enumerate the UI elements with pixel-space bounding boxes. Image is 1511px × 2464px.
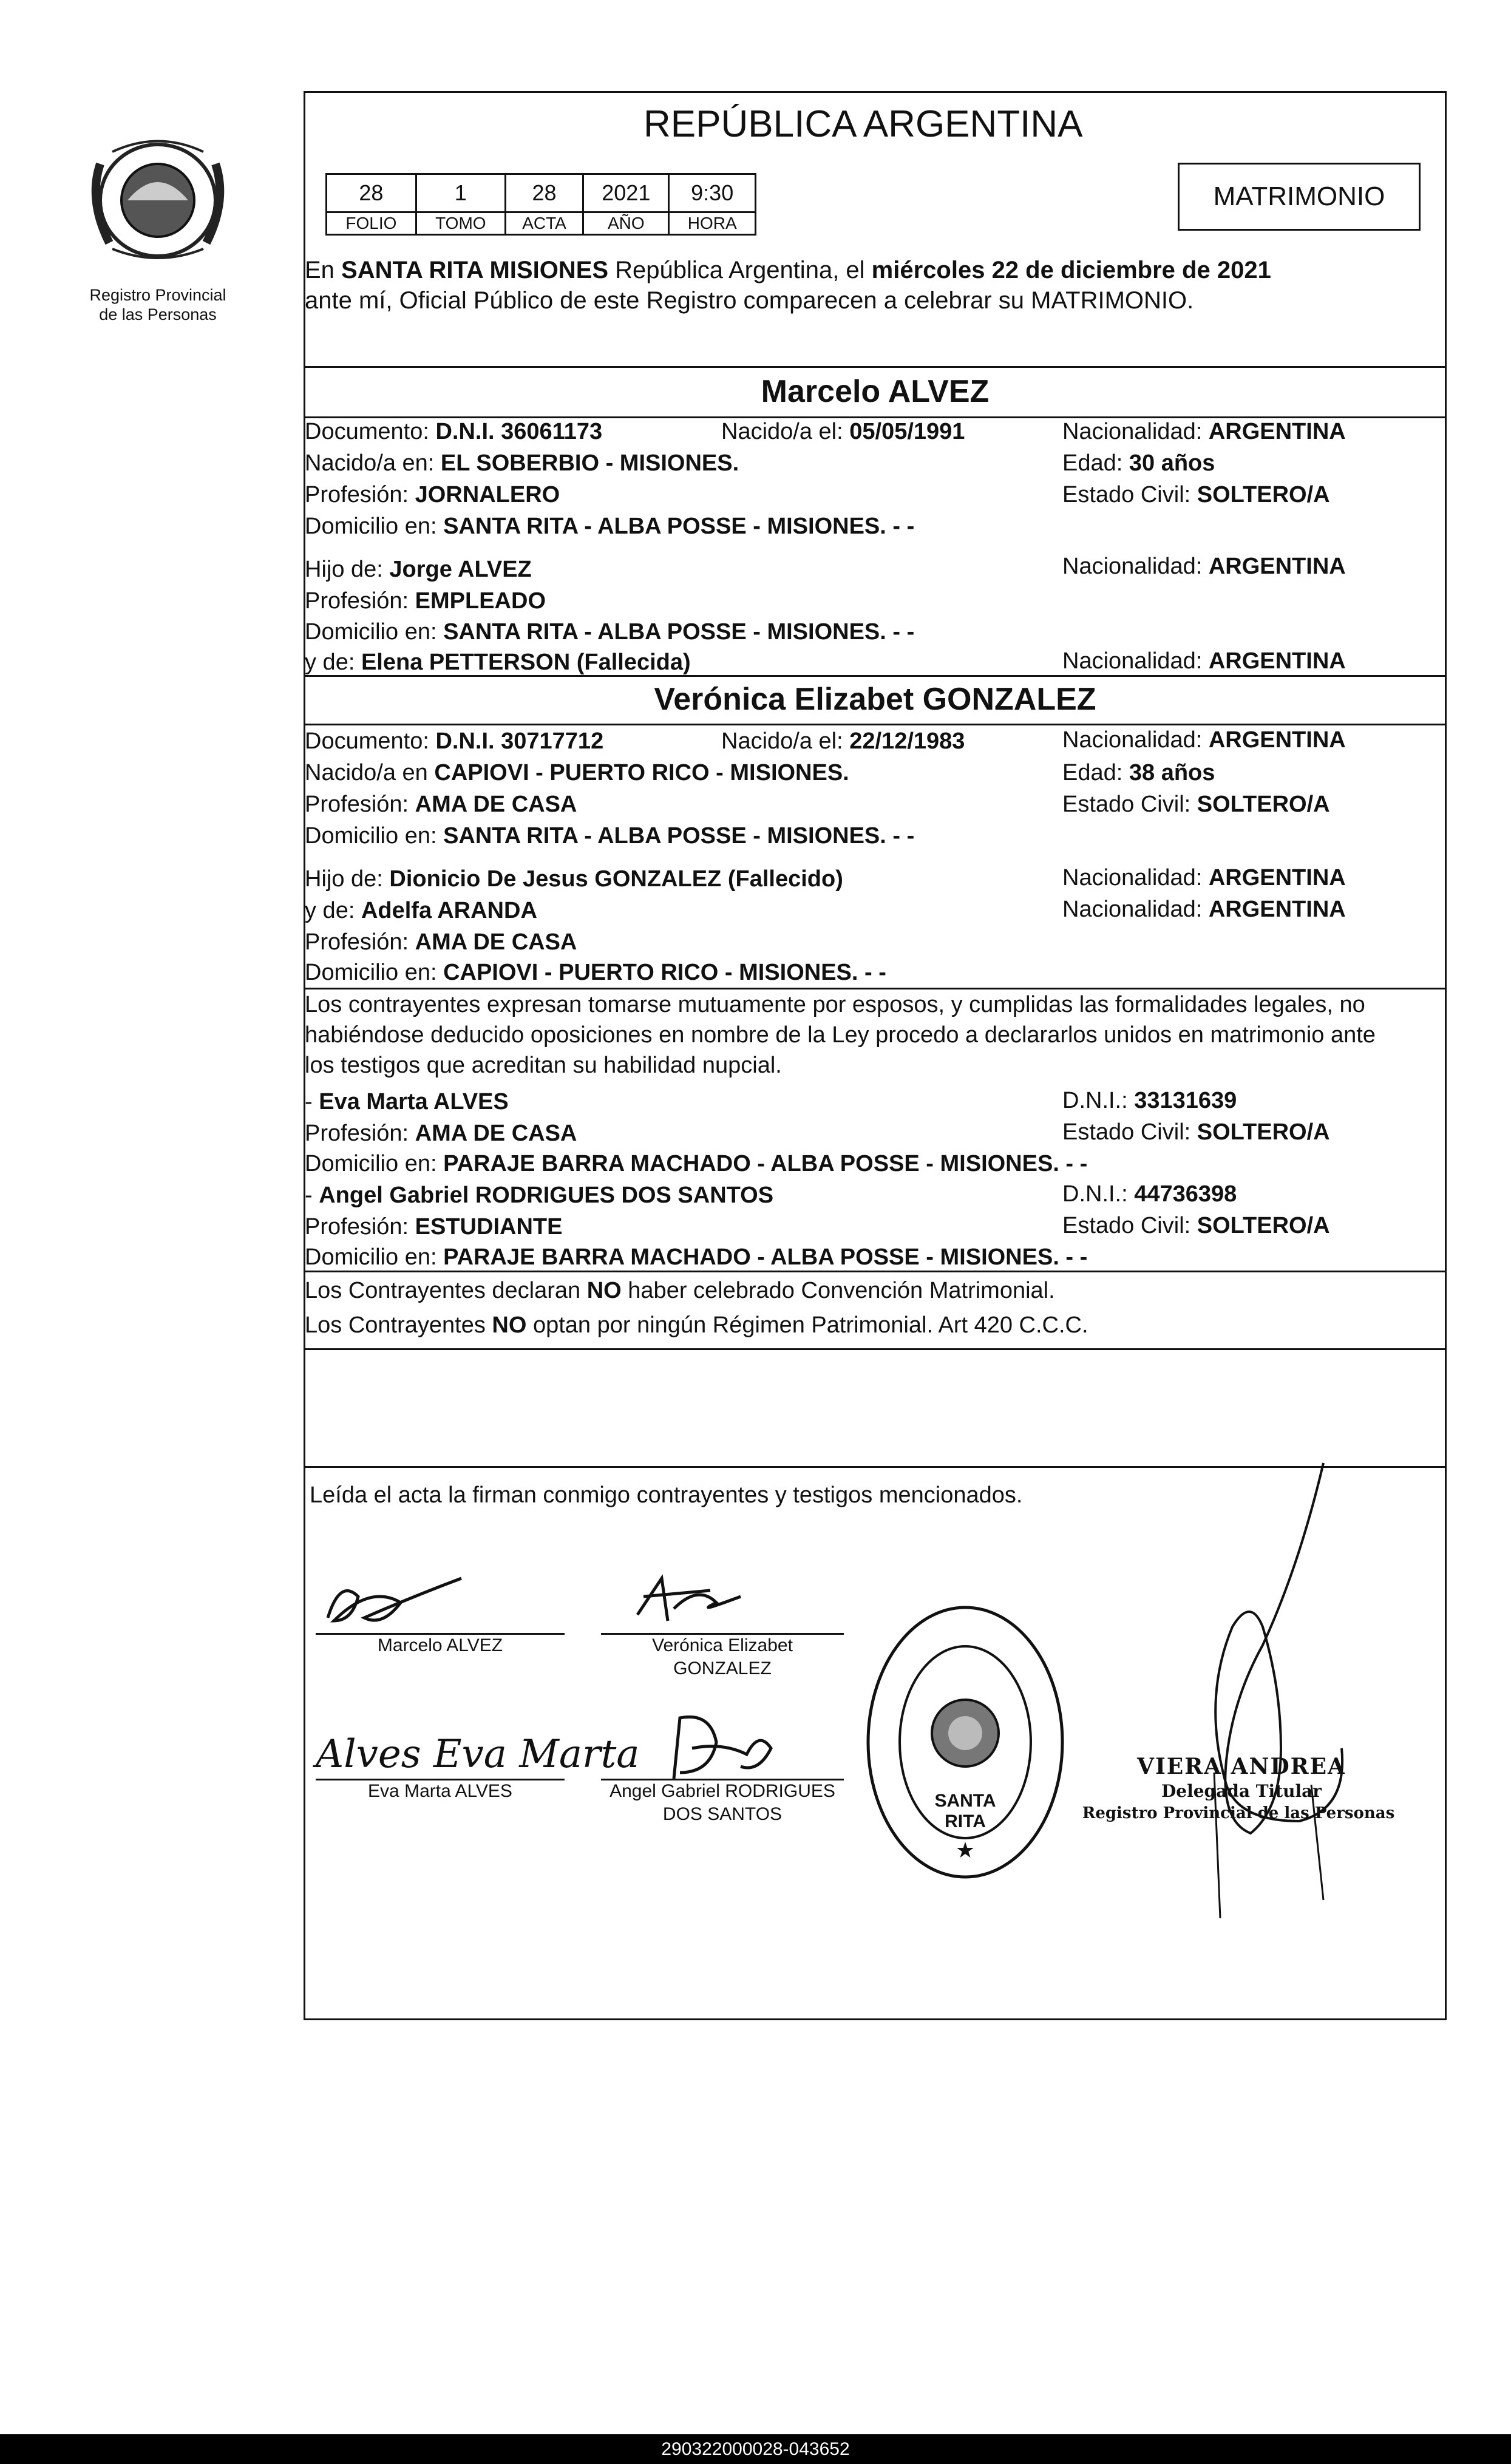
value: 44736398 [1134, 1181, 1237, 1207]
text: haber celebrado Convención Matrimonial. [621, 1278, 1055, 1303]
bride-address [305, 822, 914, 850]
label: Documento: [305, 728, 436, 754]
groom-father-profession [305, 587, 546, 615]
stamp-line2: RITA [945, 1811, 986, 1831]
bride-nationality [1062, 726, 1346, 754]
convention-line1 [305, 1277, 1055, 1305]
value: SOLTERO/A [1197, 482, 1330, 507]
groom-mother [305, 648, 691, 676]
value: SANTA RITA - ALBA POSSE - MISIONES. - - [443, 514, 915, 539]
groom-age [1062, 449, 1215, 477]
value: EL SOBERBIO - MISIONES. [440, 450, 739, 476]
provincial-coat-of-arms [76, 127, 240, 267]
value: SOLTERO/A [1197, 792, 1330, 817]
witness2-signature [656, 1706, 789, 1785]
caption-line1: Verónica Elizabet [652, 1635, 793, 1655]
groom-document [305, 418, 602, 446]
text: Los Contrayentes [305, 1312, 492, 1338]
value: CAPIOVI - PUERTO RICO - MISIONES. - - [443, 960, 886, 985]
bride-name: Verónica Elizabet GONZALEZ [654, 682, 1096, 717]
emphasis: NO [492, 1312, 527, 1338]
groom-mother-nationality [1062, 647, 1346, 675]
label: Profesión: [305, 1214, 415, 1240]
acta-label: ACTA [505, 212, 583, 235]
tomo-label: TOMO [416, 212, 505, 235]
divider [304, 366, 1447, 368]
witness2-address [305, 1243, 1087, 1271]
act-type-box [1178, 163, 1421, 231]
bride-father-nationality [1062, 864, 1346, 892]
svg-text:★: ★ [955, 1838, 976, 1863]
bride-mother-address [305, 959, 886, 986]
bride-profession [305, 790, 577, 818]
caption-line2: DOS SANTOS [662, 1804, 783, 1824]
value: 22/12/1983 [849, 728, 965, 754]
label: Estado Civil: [1062, 482, 1197, 507]
prefix: - [305, 1089, 319, 1115]
witness1-dni [1062, 1087, 1237, 1115]
value: SOLTERO/A [1197, 1213, 1330, 1238]
label: Nacionalidad: [1062, 897, 1209, 922]
divider [304, 1348, 1447, 1350]
value: PARAJE BARRA MACHADO - ALBA POSSE - MISIONES. - - [443, 1151, 1088, 1176]
country-title: REPÚBLICA ARGENTINA [643, 103, 1083, 145]
witness1-name [305, 1088, 509, 1116]
value: CAPIOVI - PUERTO RICO - MISIONES. [434, 760, 849, 786]
caption-line2: GONZALEZ [673, 1658, 772, 1678]
groom-signature-caption: Marcelo ALVEZ [377, 1635, 503, 1655]
label: Profesión: [305, 792, 415, 817]
groom-nationality [1062, 418, 1346, 446]
bride-civil-status [1062, 790, 1330, 818]
value: SOLTERO/A [1197, 1119, 1330, 1145]
official-stamp [862, 1603, 1068, 1882]
groom-birthdate [721, 418, 965, 446]
value: ARGENTINA [1208, 554, 1346, 579]
bride-mother-profession [305, 928, 577, 956]
declaration-line2: habiéndose deducido oposiciones en nombre de la Ley procedo a declararlos unidos en matrimonio ante [305, 1022, 1376, 1048]
value: Adelfa ARANDA [361, 898, 537, 923]
label: Hijo de: [305, 866, 390, 892]
label: Nacido/a el: [721, 419, 850, 444]
divider [304, 988, 1447, 989]
value: SANTA RITA - ALBA POSSE - MISIONES. - - [443, 823, 915, 849]
label: Nacionalidad: [1062, 727, 1209, 753]
groom-father-address [305, 618, 914, 646]
value: AMA DE CASA [415, 1121, 577, 1146]
bride-mother [305, 897, 537, 925]
label: Domicilio en: [305, 514, 444, 539]
label: D.N.I.: [1062, 1181, 1135, 1207]
label: y de: [305, 898, 361, 923]
official-organization: Registro Provincial de las Personas [1082, 1804, 1395, 1822]
witness2-signature-caption [601, 1780, 844, 1826]
logo-caption-line2: de las Personas [99, 305, 217, 324]
intro-place: SANTA RITA MISIONES [341, 257, 609, 283]
acta-value: 28 [505, 174, 583, 212]
value: 33131639 [1134, 1088, 1237, 1113]
logo-caption [67, 285, 249, 324]
intro-line2: ante mí, Oficial Público de este Registro comparecen a celebrar su MATRIMONIO. [305, 287, 1194, 314]
witness1-address [305, 1150, 1087, 1178]
label: Profesión: [305, 588, 415, 614]
label: Profesión: [305, 1121, 415, 1146]
groom-father [305, 555, 532, 583]
value: 38 años [1129, 760, 1215, 786]
witness2-dni [1062, 1180, 1237, 1208]
folio-label: FOLIO [327, 212, 416, 235]
bride-birthplace [305, 759, 849, 787]
groom-signature [316, 1560, 474, 1633]
witness2-civil-status [1062, 1212, 1330, 1240]
label: Domicilio en: [305, 960, 444, 985]
official-signature [1141, 1445, 1372, 1918]
registry-table [325, 173, 756, 236]
hora-label: HORA [669, 212, 756, 235]
witness2-profession [305, 1213, 562, 1241]
emphasis: NO [586, 1278, 622, 1303]
document-code-bar [0, 2434, 1511, 2464]
value: JORNALERO [415, 482, 560, 507]
intro-date: miércoles 22 de diciembre de 2021 [871, 257, 1271, 283]
logo-caption-line1: Registro Provincial [89, 286, 226, 304]
value: D.N.I. 36061173 [435, 419, 603, 444]
text: Los Contrayentes declaran [305, 1278, 587, 1303]
witness1-civil-status [1062, 1118, 1330, 1146]
label: Domicilio en: [305, 619, 444, 645]
value: AMA DE CASA [415, 929, 577, 955]
label: Estado Civil: [1062, 1213, 1197, 1238]
declaration-line3: los testigos que acreditan su habilidad nupcial. [305, 1053, 782, 1078]
label: Estado Civil: [1062, 1119, 1197, 1145]
tomo-value: 1 [416, 174, 505, 212]
label: Profesión: [305, 929, 415, 955]
document-code: 290322000028-043652 [661, 2439, 850, 2459]
bride-age [1062, 759, 1215, 787]
bride-document [305, 727, 603, 755]
official-role: Delegada Titular [1161, 1781, 1322, 1801]
label: Hijo de: [305, 557, 390, 582]
groom-profession [305, 481, 560, 509]
groom-civil-status [1062, 481, 1330, 509]
intro-text: En [305, 257, 342, 283]
label: Edad: [1062, 760, 1129, 786]
folio-value: 28 [327, 174, 416, 212]
value: PARAJE BARRA MACHADO - ALBA POSSE - MISIONES. - - [443, 1244, 1088, 1270]
witness1-signature: Alves Eva Marta [316, 1732, 640, 1777]
label: Estado Civil: [1062, 792, 1197, 817]
declaration-line1: Los contrayentes expresan tomarse mutuamente por esposos, y cumplidas las formalidades legales, no [305, 992, 1365, 1017]
value: D.N.I. 30717712 [435, 728, 604, 754]
value: Angel Gabriel RODRIGUES DOS SANTOS [319, 1183, 774, 1208]
value: ARGENTINA [1208, 419, 1346, 444]
bride-birthdate [721, 727, 965, 755]
intro-line1 [305, 256, 1271, 284]
groom-address [305, 512, 914, 540]
label: y de: [305, 650, 361, 675]
witness1-profession [305, 1119, 577, 1147]
bride-mother-nationality [1062, 895, 1346, 923]
label: Documento: [305, 419, 436, 444]
groom-birthplace [305, 449, 739, 477]
value: 05/05/1991 [849, 419, 965, 444]
value: SANTA RITA - ALBA POSSE - MISIONES. - - [443, 619, 915, 645]
label: Domicilio en: [305, 1244, 444, 1270]
value: EMPLEADO [415, 588, 546, 614]
value: Eva Marta ALVES [319, 1089, 509, 1115]
witness2-name [305, 1181, 773, 1209]
anio-label: AÑO [583, 212, 669, 235]
act-type: MATRIMONIO [1213, 182, 1385, 211]
label: Nacido/a en: [305, 450, 441, 476]
label: Nacido/a en [305, 760, 435, 786]
label: Nacionalidad: [1062, 419, 1209, 444]
label: Nacido/a el: [721, 728, 850, 754]
official-name: VIERA ANDREA [1137, 1754, 1346, 1779]
label: D.N.I.: [1062, 1088, 1135, 1113]
label: Domicilio en: [305, 823, 444, 849]
label: Domicilio en: [305, 1151, 444, 1176]
anio-value: 2021 [583, 174, 669, 212]
bride-signature [619, 1560, 765, 1633]
closing-statement: Leída el acta la firman conmigo contrayentes y testigos mencionados. [310, 1482, 1023, 1508]
intro-text: República Argentina, el [608, 257, 872, 283]
label: Profesión: [305, 482, 415, 507]
value: Dionicio De Jesus GONZALEZ (Fallecido) [389, 866, 843, 892]
caption-line1: Angel Gabriel RODRIGUES [609, 1781, 835, 1801]
value: Elena PETTERSON (Fallecida) [361, 650, 691, 675]
stamp-line1: SANTA [934, 1791, 996, 1811]
label: Edad: [1062, 450, 1129, 476]
value: ESTUDIANTE [415, 1214, 563, 1240]
value: ARGENTINA [1208, 727, 1346, 753]
value: Jorge ALVEZ [389, 557, 532, 582]
value: 30 años [1129, 450, 1215, 476]
value: ARGENTINA [1208, 648, 1346, 674]
value: ARGENTINA [1208, 865, 1346, 891]
text: optan por ningún Régimen Patrimonial. Art 420 C.C.C. [526, 1312, 1088, 1338]
groom-father-nationality [1062, 552, 1346, 580]
groom-name: Marcelo ALVEZ [761, 374, 990, 409]
label: Nacionalidad: [1062, 865, 1209, 891]
value: ARGENTINA [1208, 897, 1346, 922]
divider [304, 724, 1447, 725]
label: Nacionalidad: [1062, 554, 1209, 579]
stamp-center-text [862, 1791, 1068, 1832]
bride-father [305, 865, 843, 893]
witness1-signature-caption: Eva Marta ALVES [368, 1781, 512, 1801]
bride-signature-caption [601, 1634, 844, 1680]
convention-line2 [305, 1311, 1088, 1339]
hora-value: 9:30 [669, 174, 756, 212]
label: Nacionalidad: [1062, 648, 1209, 674]
prefix: - [305, 1183, 319, 1208]
value: AMA DE CASA [415, 792, 577, 817]
